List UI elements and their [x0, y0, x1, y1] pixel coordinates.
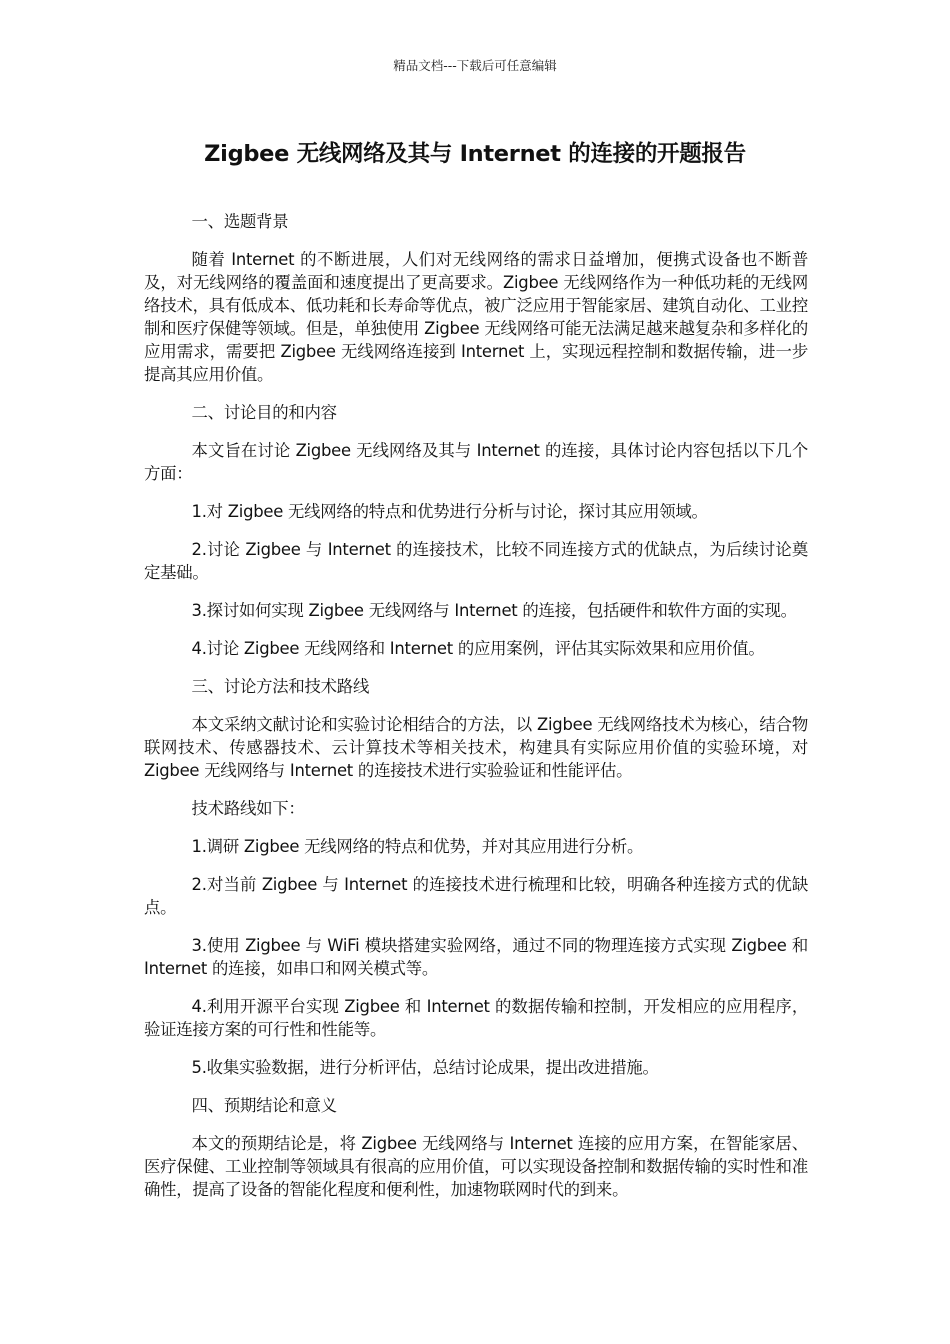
paragraph-route-intro: 技术路线如下： — [191, 799, 305, 818]
paragraph-conclusion: 本文的预期结论是，将 Zigbee 无线网络与 Internet 连接的应用方案，在智能家居、医疗保健、工业控制等领域具有很高的应用价值，可以实现设备控制和数据传输的实时性和准确性，提高了设备的智能化程度和便利性，加速物联网时代的到来。 — [144, 1134, 808, 1199]
list-item-purpose-3: 3.探讨如何实现 Zigbee 无线网络与 Internet 的连接，包括硬件和软件方面的实现。 — [191, 601, 797, 620]
page-header: 精品文档---下载后可任意编辑 — [393, 58, 557, 73]
section-heading-method: 三、讨论方法和技术路线 — [191, 677, 370, 696]
list-item-route-5: 5.收集实验数据，进行分析评估，总结讨论成果，提出改进措施。 — [191, 1058, 659, 1077]
paragraph-purpose-intro: 本文旨在讨论 Zigbee 无线网络及其与 Internet 的连接，具体讨论内容包括以下几个方面： — [144, 441, 808, 483]
document-title: Zigbee 无线网络及其与 Internet 的连接的开题报告 — [204, 141, 746, 167]
paragraph-method: 本文采纳文献讨论和实验讨论相结合的方法，以 Zigbee 无线网络技术为核心，结合物联网技术、传感器技术、云计算技术等相关技术，构建具有实际应用价值的实验环境，对 Zigbee 无线网络与 Internet 的连接技术进行实验验证和性能评估。 — [144, 715, 808, 780]
section-heading-conclusion: 四、预期结论和意义 — [191, 1096, 337, 1115]
section-heading-background: 一、选题背景 — [191, 212, 289, 231]
list-item-route-1: 1.调研 Zigbee 无线网络的特点和优势，并对其应用进行分析。 — [191, 837, 644, 856]
section-heading-purpose: 二、讨论目的和内容 — [191, 403, 337, 422]
paragraph-background: 随着 Internet 的不断进展，人们对无线网络的需求日益增加，便携式设备也不断普及，对无线网络的覆盖面和速度提出了更高要求。Zigbee 无线网络作为一种低功耗的无线网络技术，具有低成本、低功耗和长寿命等优点，被广泛应用于智能家居、建筑自动化、工业控制和医疗保健等领域。但是，单独使用 Zigbee 无线网络可能无法满足越来越复杂和多样化的应用需求，需要把 Zigbee 无线网络连接到 Internet 上，实现远程控制和数据传输，进一步提高其应用价值。 — [144, 250, 808, 384]
list-item-purpose-4: 4.讨论 Zigbee 无线网络和 Internet 的应用案例，评估其实际效果和应用价值。 — [191, 639, 765, 658]
list-item-purpose-1: 1.对 Zigbee 无线网络的特点和优势进行分析与讨论，探讨其应用领域。 — [191, 502, 708, 521]
list-item-route-3: 3.使用 Zigbee 与 WiFi 模块搭建实验网络，通过不同的物理连接方式实现 Zigbee 和 Internet 的连接，如串口和网关模式等。 — [144, 936, 808, 978]
document-body — [144, 210, 808, 1216]
list-item-route-2: 2.对当前 Zigbee 与 Internet 的连接技术进行梳理和比较，明确各种连接方式的优缺点。 — [144, 875, 808, 917]
list-item-route-4: 4.利用开源平台实现 Zigbee 和 Internet 的数据传输和控制，开发相应的应用程序，验证连接方案的可行性和性能等。 — [144, 997, 808, 1039]
list-item-purpose-2: 2.讨论 Zigbee 与 Internet 的连接技术，比较不同连接方式的优缺点，为后续讨论奠定基础。 — [144, 540, 808, 582]
